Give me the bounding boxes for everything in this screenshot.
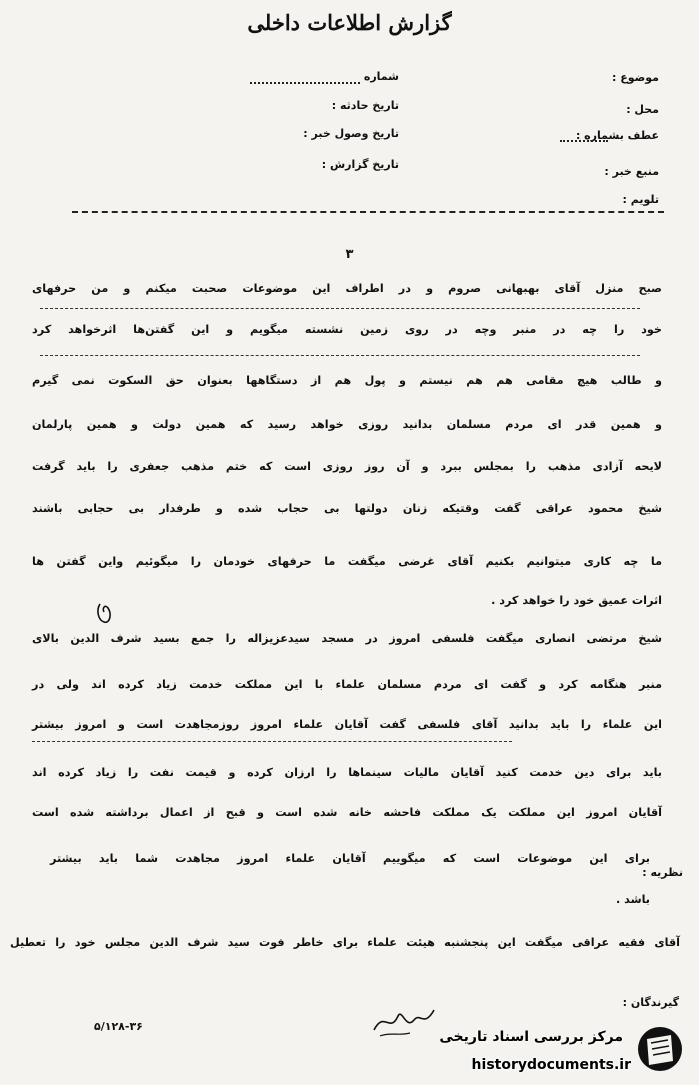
incident-date-label: تاریخ حادثه : [331, 99, 399, 112]
copy-label: تلویم : [622, 193, 659, 206]
body-line: اثرات عمیق خود را خواهد کرد . [491, 594, 662, 607]
underline [40, 308, 640, 309]
handwritten-mark-icon [94, 600, 116, 628]
archive-watermark [435, 1015, 685, 1083]
previous-ref-label: عطف بشماره : [575, 129, 659, 142]
body-line: لایحه آزادی مذهب را بمجلس ببرد و آن روز روزی است که ختم مذهب جعفری را باید گرفت [32, 460, 662, 473]
body-line: شیخ مرتضی انصاری میگفت فلسفی امروز در مسجد سیدعزیزاله را جمع بسید شرف الدین بالای [32, 632, 662, 645]
body-line: ما چه کاری میتوانیم بکنیم آقای غرضی میگفت ما حرفهای خودمان را میگوئیم واین گفتن ها [32, 555, 662, 568]
watermark-url: historydocuments.ir [471, 1057, 631, 1073]
number-label: شماره [363, 70, 399, 83]
body-line: برای این موضوعات است که میگوییم آقایان علماء امروز مجاهدت شما باید بیشتر [50, 852, 650, 865]
report-date-label: تاریخ گزارش : [321, 158, 399, 171]
number-dots [250, 82, 360, 84]
body-line: منبر هنگامه کرد و گفت ای مردم مسلمان علماء با این مملکت خدمت زیاد کرده اند ولی در [32, 678, 662, 691]
body-line: شیخ محمود عراقی گفت وقتیکه زنان دولتها بی حجاب شده و طرفدار بی حجابی باشند [32, 502, 662, 515]
location-label: محل : [626, 103, 659, 116]
archive-logo-icon [635, 1021, 685, 1077]
source-label: منبع خبر : [604, 165, 659, 178]
body-line: خود را چه در منبر وچه در روی زمین نشسته میگویم و این گفتن‌ها اثرخواهد کرد [32, 323, 662, 336]
report-title: گزارش اطلاعات داخلی [247, 10, 452, 35]
body-line: باشد . [615, 893, 650, 906]
document-number: ۵/۱۲۸-۳۶ [94, 1020, 143, 1033]
underline [40, 355, 640, 356]
watermark-title: مرکز بررسی اسناد تاریخی [439, 1029, 623, 1045]
body-line: آقایان امروز این مملکت یک مملکت فاحشه خانه شده است و قبح از اعمال برداشته شده است [32, 806, 662, 819]
opinion-label: نظریه : [642, 866, 683, 879]
body-line: این علماء را باید بدانید آقای فلسفی گفت آقایان علماء امروز روزمجاهدت است و امروز بیشتر [32, 718, 662, 731]
body-line: باید برای دین خدمت کنید آقایان مالیات سینماها را ارزان کرده و قیمت نفت را زیاد کرده اند [32, 766, 662, 779]
subject-label: موضوع : [612, 71, 659, 84]
body-line: و طالب هیچ مقامی هم هم نیستم و پول هم از دستگاهها بعنوان حق السکوت نمی گیرم [32, 374, 662, 387]
previous-ref-dots [560, 140, 608, 142]
body-line: و همین قدر ای مردم مسلمان بدانید روزی خواهد رسید که همین دولت و همین پارلمان [32, 418, 662, 431]
underline [32, 741, 512, 742]
body-line: صبح منزل آقای بهبهانی صروم و در اطراف این موضوعات صحبت میکنم و من حرفهای [32, 282, 662, 295]
body-line: آقای فقیه عراقی میگفت این پنجشنبه هیئت علماء برای خاطر فوت سید شرف الدین مجلس خود را تعطیل [10, 936, 680, 949]
page-number: ۳ [345, 247, 354, 262]
signature-icon [370, 1000, 442, 1040]
receipt-date-label: تاریخ وصول خبر : [303, 127, 399, 140]
header-separator [72, 211, 664, 213]
reporter-label: گیرندگان : [622, 996, 679, 1009]
